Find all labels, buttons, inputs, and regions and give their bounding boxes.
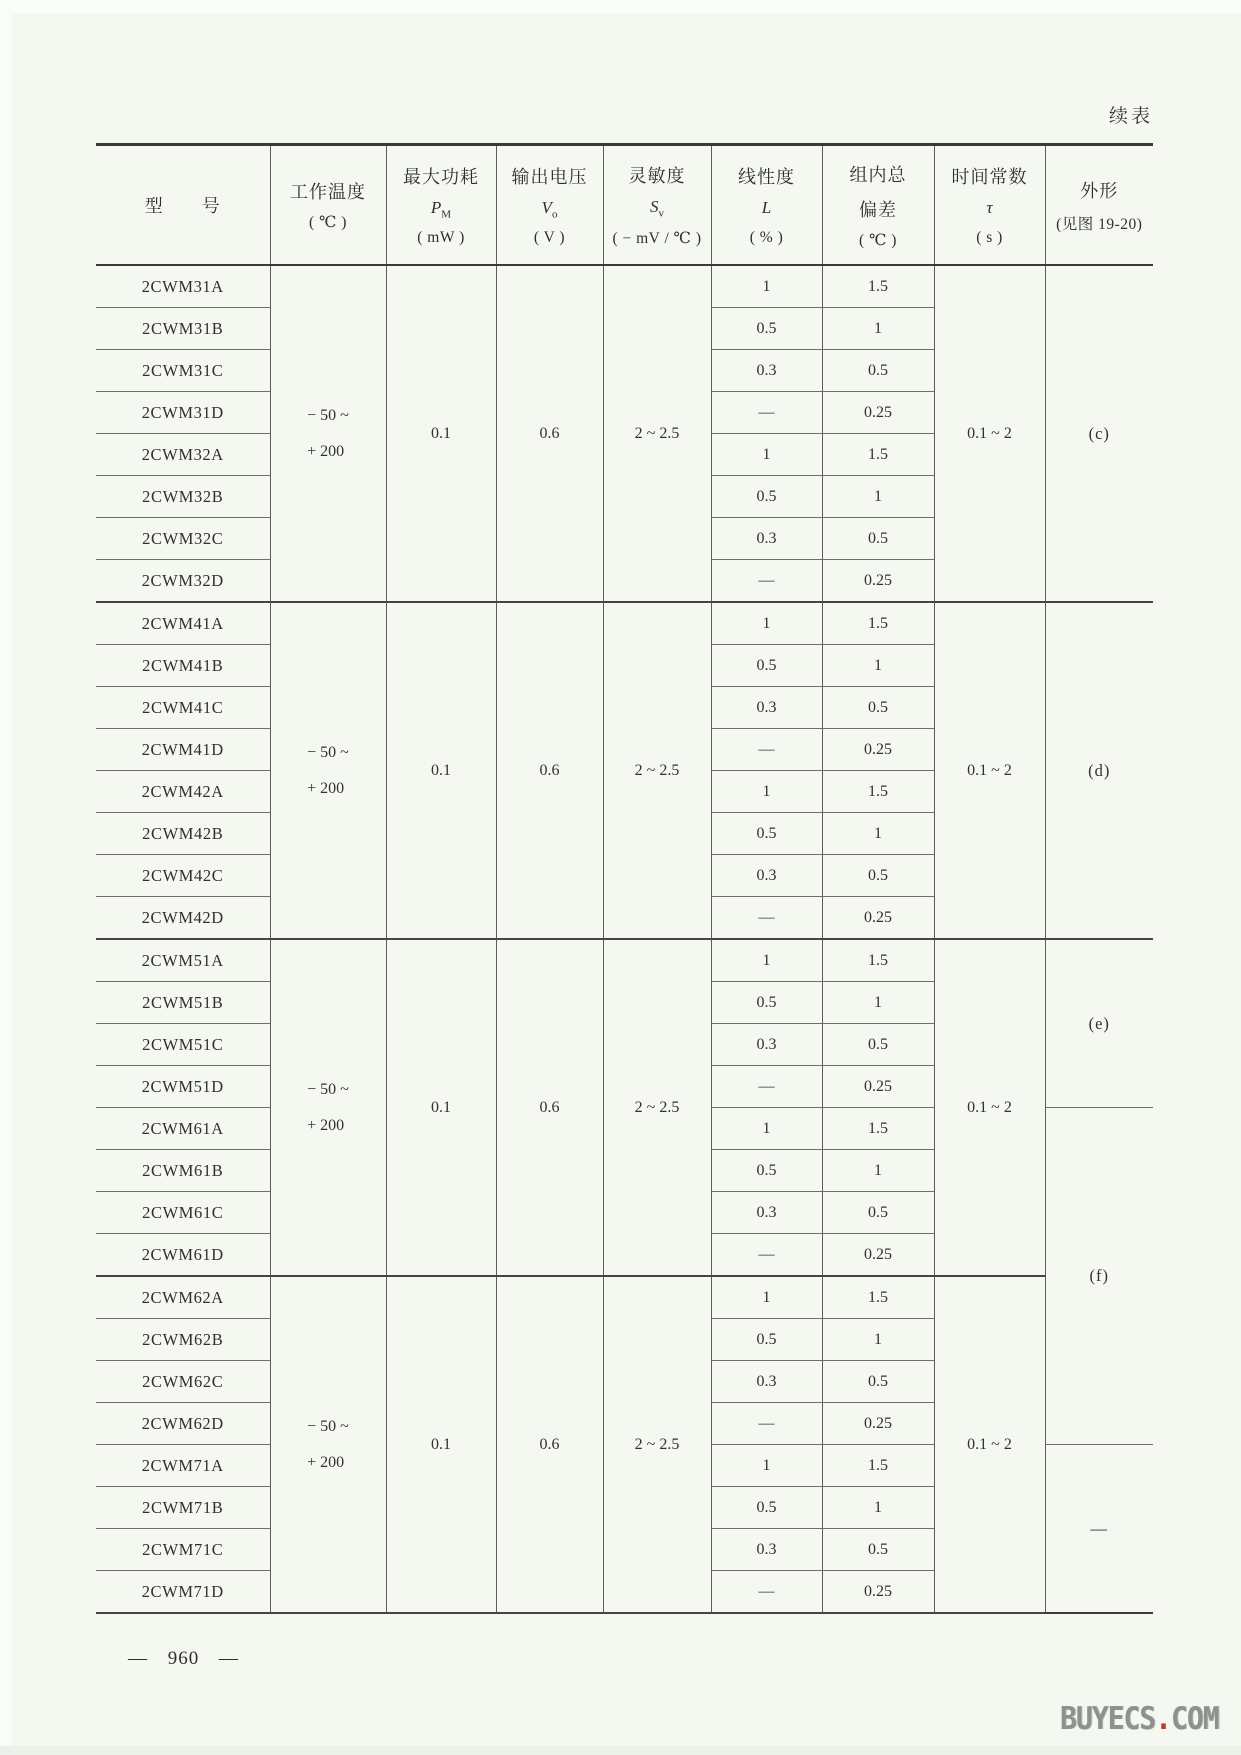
model-cell: 2CWM62B bbox=[96, 1319, 270, 1361]
col-header-model bbox=[96, 145, 270, 266]
deviation-cell: 0.25 bbox=[822, 1571, 934, 1614]
linearity-cell: 1 bbox=[711, 1108, 822, 1150]
model-cell: 2CWM32C bbox=[96, 518, 270, 560]
deviation-cell: 0.5 bbox=[822, 350, 934, 392]
linearity-cell: 1 bbox=[711, 602, 822, 645]
col-unit: ( % ) bbox=[749, 229, 784, 247]
deviation-cell: 0.5 bbox=[822, 855, 934, 897]
linearity-cell: 1 bbox=[711, 1445, 822, 1487]
linearity-cell: 0.3 bbox=[711, 350, 822, 392]
output-voltage-cell: 0.6 bbox=[496, 265, 603, 602]
model-cell: 2CWM31B bbox=[96, 308, 270, 350]
scan-edge-bottom bbox=[0, 1746, 1241, 1755]
col-header-operating-temperature bbox=[270, 145, 386, 266]
model-cell: 2CWM32D bbox=[96, 560, 270, 603]
linearity-cell: 1 bbox=[711, 1276, 822, 1319]
col-unit: ( mW ) bbox=[417, 229, 465, 247]
deviation-cell: 0.25 bbox=[822, 729, 934, 771]
watermark-dot: . bbox=[1155, 1700, 1172, 1737]
col-unit: ( − mV / ℃ ) bbox=[612, 229, 702, 247]
model-cell: 2CWM42A bbox=[96, 771, 270, 813]
temperature-cell bbox=[270, 265, 386, 602]
output-voltage-cell: 0.6 bbox=[496, 1276, 603, 1613]
model-cell: 2CWM42C bbox=[96, 855, 270, 897]
deviation-cell: 1 bbox=[822, 1150, 934, 1192]
col-unit: ( s ) bbox=[976, 229, 1003, 247]
linearity-cell: — bbox=[711, 1571, 822, 1614]
model-cell: 2CWM51B bbox=[96, 982, 270, 1024]
table-row bbox=[96, 939, 1153, 982]
linearity-cell: — bbox=[711, 1234, 822, 1277]
table-row bbox=[96, 1276, 1153, 1319]
model-cell: 2CWM62A bbox=[96, 1276, 270, 1319]
deviation-cell: 1.5 bbox=[822, 265, 934, 308]
model-cell: 2CWM41B bbox=[96, 645, 270, 687]
linearity-cell: 1 bbox=[711, 434, 822, 476]
col-title: 组内总 bbox=[849, 164, 907, 185]
deviation-cell: 0.5 bbox=[822, 1024, 934, 1066]
col-unit: ( ℃ ) bbox=[309, 214, 347, 231]
linearity-cell: — bbox=[711, 897, 822, 940]
deviation-cell: 0.5 bbox=[822, 518, 934, 560]
linearity-cell: 1 bbox=[711, 771, 822, 813]
continued-table-label: 续表 bbox=[1108, 106, 1153, 127]
shape-cell: (e) bbox=[1045, 939, 1153, 1108]
shape-cell: (f) bbox=[1045, 1108, 1153, 1445]
shape-cell: (c) bbox=[1045, 265, 1153, 602]
linearity-cell: 0.3 bbox=[711, 518, 822, 560]
shape-cell: (d) bbox=[1045, 602, 1153, 939]
linearity-cell: 1 bbox=[711, 265, 822, 308]
scan-edge-top bbox=[0, 0, 1241, 13]
deviation-cell: 0.5 bbox=[822, 1192, 934, 1234]
model-cell: 2CWM71D bbox=[96, 1571, 270, 1614]
deviation-cell: 0.5 bbox=[822, 1361, 934, 1403]
model-cell: 2CWM61A bbox=[96, 1108, 270, 1150]
deviation-cell: 1.5 bbox=[822, 1445, 934, 1487]
model-cell: 2CWM41A bbox=[96, 602, 270, 645]
time-constant-cell: 0.1 ~ 2 bbox=[934, 265, 1045, 602]
temperature-cell bbox=[270, 939, 386, 1276]
deviation-cell: 0.25 bbox=[822, 392, 934, 434]
col-title: 最大功耗 bbox=[403, 166, 479, 187]
temperature-range bbox=[307, 398, 349, 468]
linearity-cell: 0.5 bbox=[711, 645, 822, 687]
model-cell: 2CWM42D bbox=[96, 897, 270, 940]
max-power-cell: 0.1 bbox=[386, 1276, 496, 1613]
model-cell: 2CWM51D bbox=[96, 1066, 270, 1108]
col-header-time-constant bbox=[934, 145, 1045, 266]
linearity-cell: 0.3 bbox=[711, 1529, 822, 1571]
deviation-cell: 0.5 bbox=[822, 687, 934, 729]
col-title: 型 号 bbox=[144, 196, 221, 216]
linearity-cell: 0.5 bbox=[711, 308, 822, 350]
col-symbol: τ bbox=[986, 197, 993, 217]
deviation-cell: 0.25 bbox=[822, 1066, 934, 1108]
deviation-cell: 1 bbox=[822, 813, 934, 855]
model-cell: 2CWM51C bbox=[96, 1024, 270, 1066]
model-cell: 2CWM32B bbox=[96, 476, 270, 518]
table-row bbox=[96, 265, 1153, 308]
deviation-cell: 1 bbox=[822, 645, 934, 687]
deviation-cell: 1 bbox=[822, 1319, 934, 1361]
watermark-prefix: BUYECS bbox=[1060, 1700, 1156, 1737]
model-cell: 2CWM61C bbox=[96, 1192, 270, 1234]
col-title: 输出电压 bbox=[511, 166, 588, 187]
deviation-cell: 1.5 bbox=[822, 602, 934, 645]
watermark bbox=[1060, 1700, 1219, 1737]
temp-line2: + 200 bbox=[307, 1116, 345, 1134]
temp-line1: − 50 ~ bbox=[307, 744, 349, 762]
linearity-cell: — bbox=[711, 560, 822, 603]
col-header-linearity bbox=[711, 145, 822, 266]
max-power-cell: 0.1 bbox=[386, 265, 496, 602]
deviation-cell: 1.5 bbox=[822, 771, 934, 813]
sensitivity-cell: 2 ~ 2.5 bbox=[603, 939, 711, 1276]
model-cell: 2CWM61D bbox=[96, 1234, 270, 1277]
linearity-cell: — bbox=[711, 1403, 822, 1445]
col-title: 工作温度 bbox=[290, 182, 366, 202]
model-cell: 2CWM41C bbox=[96, 687, 270, 729]
col-symbol: $V_o$ bbox=[541, 197, 558, 221]
linearity-cell: 0.5 bbox=[711, 1319, 822, 1361]
temp-line2: + 200 bbox=[307, 442, 345, 460]
shape-cell: — bbox=[1045, 1445, 1153, 1614]
deviation-cell: 1.5 bbox=[822, 1276, 934, 1319]
linearity-cell: 0.3 bbox=[711, 1024, 822, 1066]
temp-line1: − 50 ~ bbox=[307, 1081, 349, 1099]
linearity-cell: 0.3 bbox=[711, 855, 822, 897]
deviation-cell: 1 bbox=[822, 476, 934, 518]
temp-line2: + 200 bbox=[307, 1453, 345, 1471]
deviation-cell: 0.5 bbox=[822, 1529, 934, 1571]
model-cell: 2CWM51A bbox=[96, 939, 270, 982]
table-row bbox=[96, 602, 1153, 645]
col-symbol: L bbox=[761, 197, 772, 217]
linearity-cell: 0.5 bbox=[711, 476, 822, 518]
time-constant-cell: 0.1 ~ 2 bbox=[934, 939, 1045, 1276]
deviation-cell: 1 bbox=[822, 1487, 934, 1529]
max-power-cell: 0.1 bbox=[386, 602, 496, 939]
model-cell: 2CWM71B bbox=[96, 1487, 270, 1529]
spec-table bbox=[96, 143, 1153, 1614]
spec-table-body bbox=[96, 265, 1153, 1613]
col-header-group-deviation bbox=[822, 145, 934, 266]
linearity-cell: 0.3 bbox=[711, 687, 822, 729]
model-cell: 2CWM62D bbox=[96, 1403, 270, 1445]
col-title: 灵敏度 bbox=[628, 166, 686, 187]
col-symbol: $P_M$ bbox=[430, 197, 452, 221]
deviation-cell: 0.25 bbox=[822, 560, 934, 603]
time-constant-cell: 0.1 ~ 2 bbox=[934, 602, 1045, 939]
deviation-cell: 1.5 bbox=[822, 434, 934, 476]
model-cell: 2CWM31D bbox=[96, 392, 270, 434]
model-cell: 2CWM62C bbox=[96, 1361, 270, 1403]
linearity-cell: 0.5 bbox=[711, 982, 822, 1024]
time-constant-cell: 0.1 ~ 2 bbox=[934, 1276, 1045, 1613]
max-power-cell: 0.1 bbox=[386, 939, 496, 1276]
deviation-cell: 0.25 bbox=[822, 1234, 934, 1277]
col-header-output-voltage bbox=[496, 145, 603, 266]
col-title-line2: 偏差 bbox=[859, 199, 897, 220]
linearity-cell: 1 bbox=[711, 939, 822, 982]
deviation-cell: 1 bbox=[822, 982, 934, 1024]
col-unit: ( ℃ ) bbox=[859, 231, 897, 249]
model-cell: 2CWM71A bbox=[96, 1445, 270, 1487]
col-header-max-power bbox=[386, 145, 496, 266]
temp-line1: − 50 ~ bbox=[307, 407, 349, 425]
temperature-range bbox=[307, 735, 349, 805]
linearity-cell: — bbox=[711, 1066, 822, 1108]
temp-line1: − 50 ~ bbox=[307, 1418, 349, 1436]
temperature-cell bbox=[270, 1276, 386, 1613]
deviation-cell: 1.5 bbox=[822, 1108, 934, 1150]
col-unit: (见图 19-20) bbox=[1056, 215, 1143, 233]
deviation-cell: 0.25 bbox=[822, 897, 934, 940]
linearity-cell: 0.5 bbox=[711, 813, 822, 855]
col-header-sensitivity bbox=[603, 145, 711, 266]
sensitivity-cell: 2 ~ 2.5 bbox=[603, 265, 711, 602]
linearity-cell: 0.5 bbox=[711, 1150, 822, 1192]
output-voltage-cell: 0.6 bbox=[496, 602, 603, 939]
sensitivity-cell: 2 ~ 2.5 bbox=[603, 1276, 711, 1613]
col-title: 时间常数 bbox=[951, 166, 1028, 187]
output-voltage-cell: 0.6 bbox=[496, 939, 603, 1276]
linearity-cell: 0.3 bbox=[711, 1361, 822, 1403]
deviation-cell: 1 bbox=[822, 308, 934, 350]
linearity-cell: 0.3 bbox=[711, 1192, 822, 1234]
temp-line2: + 200 bbox=[307, 779, 345, 797]
temperature-cell bbox=[270, 602, 386, 939]
table-header bbox=[96, 145, 1153, 266]
col-title: 外形 bbox=[1080, 180, 1119, 201]
linearity-cell: — bbox=[711, 392, 822, 434]
temperature-range bbox=[307, 1072, 349, 1142]
sensitivity-cell: 2 ~ 2.5 bbox=[603, 602, 711, 939]
col-unit: ( V ) bbox=[533, 229, 566, 247]
watermark-suffix: COM bbox=[1171, 1700, 1219, 1737]
model-cell: 2CWM61B bbox=[96, 1150, 270, 1192]
deviation-cell: 0.25 bbox=[822, 1403, 934, 1445]
header-row bbox=[96, 145, 1153, 266]
model-cell: 2CWM31C bbox=[96, 350, 270, 392]
linearity-cell: 0.5 bbox=[711, 1487, 822, 1529]
model-cell: 2CWM41D bbox=[96, 729, 270, 771]
scan-edge-left bbox=[0, 0, 12, 1755]
model-cell: 2CWM71C bbox=[96, 1529, 270, 1571]
page-number: — 960 — bbox=[128, 1648, 239, 1669]
model-cell: 2CWM31A bbox=[96, 265, 270, 308]
model-cell: 2CWM32A bbox=[96, 434, 270, 476]
temperature-range bbox=[307, 1409, 349, 1479]
col-title: 线性度 bbox=[738, 166, 795, 187]
col-symbol: $S_v$ bbox=[650, 197, 664, 220]
deviation-cell: 1.5 bbox=[822, 939, 934, 982]
col-header-shape bbox=[1045, 145, 1153, 266]
model-cell: 2CWM42B bbox=[96, 813, 270, 855]
linearity-cell: — bbox=[711, 729, 822, 771]
